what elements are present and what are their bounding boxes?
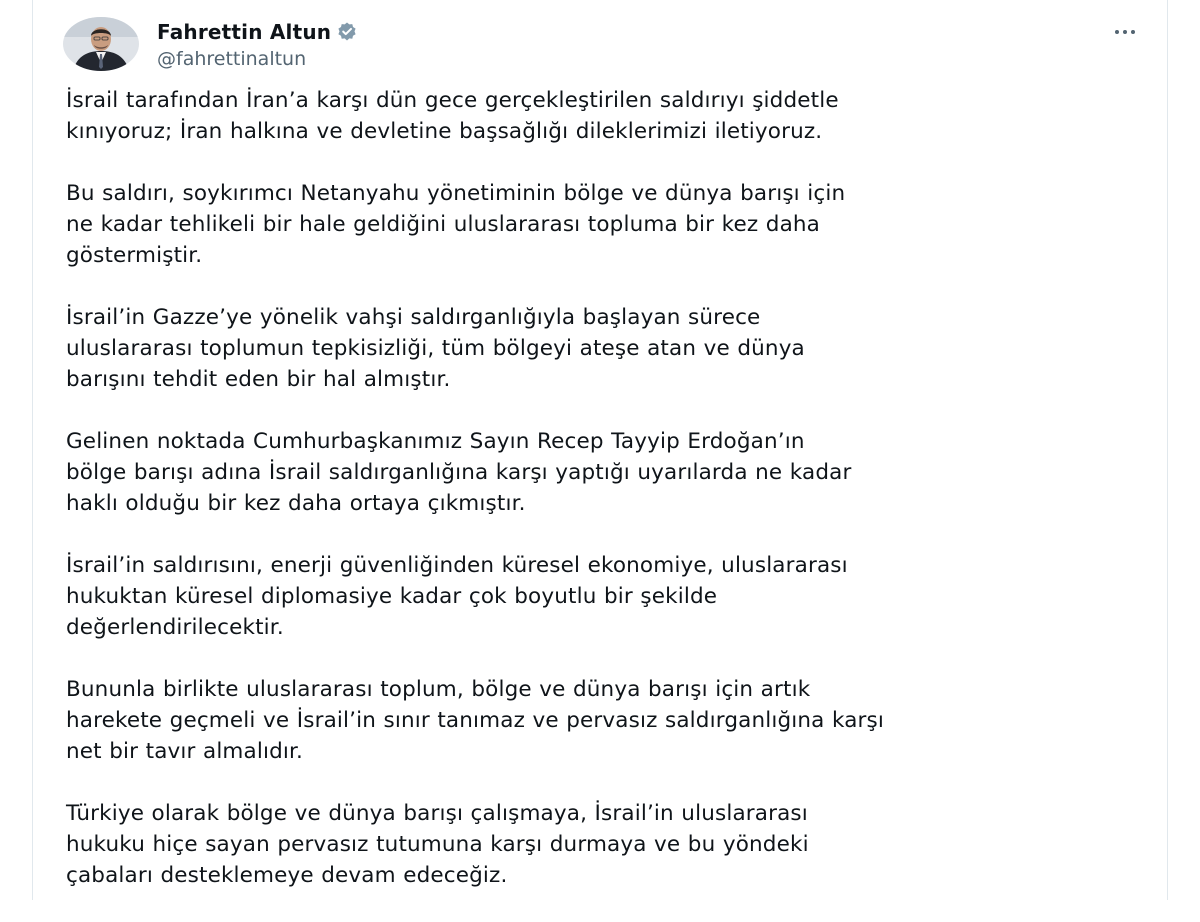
tweet-paragraph (66, 426, 1156, 519)
tweet-paragraph (66, 302, 1156, 395)
tweet-text-line: Gelinen noktada Cumhurbaşkanımız Sayın Recep Tayyip Erdoğan’ın (66, 429, 805, 454)
tweet-text-line: değerlendirilecektir. (66, 615, 284, 640)
tweet-card (32, 0, 1168, 900)
display-name[interactable]: Fahrettin Altun (157, 20, 332, 44)
more-horizontal-icon (1115, 30, 1119, 34)
verified-badge-icon (336, 21, 358, 43)
tweet-text-line: hukuku hiçe sayan pervasız tutumuna karşı durmaya ve bu yöndeki (66, 832, 809, 857)
avatar-image (63, 17, 139, 71)
user-info (157, 18, 358, 70)
tweet-paragraph (66, 674, 1156, 767)
tweet-text-line: harekete geçmeli ve İsrail’in sınır tanımaz ve pervasız saldırganlığına karşı (66, 708, 884, 733)
tweet-paragraph (66, 798, 1156, 891)
tweet-text-line: hukuktan küresel diplomasiye kadar çok boyutlu bir şekilde (66, 584, 718, 609)
tweet-text-line: İsrail tarafından İran’a karşı dün gece gerçekleştirilen saldırıyı şiddetle (66, 88, 839, 113)
tweet-text-line: bölge barışı adına İsrail saldırganlığına karşı yaptığı uyarılarda ne kadar (66, 460, 852, 485)
tweet-paragraph (66, 178, 1156, 271)
tweet-text-line: çabaları desteklemeye devam edeceğiz. (66, 863, 508, 888)
tweet-text-line: Türkiye olarak bölge ve dünya barışı çalışmaya, İsrail’in uluslararası (66, 801, 808, 826)
tweet-paragraph (66, 85, 1156, 147)
more-dot (1123, 30, 1127, 34)
tweet-text-line: haklı olduğu bir kez daha ortaya çıkmıştır. (66, 491, 526, 516)
tweet-text-line: Bu saldırı, soykırımcı Netanyahu yönetiminin bölge ve dünya barışı için (66, 181, 846, 206)
tweet-text-line: göstermiştir. (66, 243, 203, 268)
more-options-button[interactable] (1105, 20, 1145, 44)
tweet-text-line: ne kadar tehlikeli bir hale geldiğini uluslararası topluma bir kez daha (66, 212, 821, 237)
tweet-text-line: Bununla birlikte uluslararası toplum, bölge ve dünya barışı için artık (66, 677, 811, 702)
tweet-header (63, 16, 1147, 76)
tweet-text-line: İsrail’in Gazze’ye yönelik vahşi saldırganlığıyla başlayan sürece (66, 305, 761, 330)
tweet-text-line: İsrail’in saldırısını, enerji güvenliğinden küresel ekonomiye, uluslararası (66, 553, 848, 578)
tweet-text-line: barışını tehdit eden bir hal almıştır. (66, 367, 451, 392)
tweet-text-line: net bir tavır almalıdır. (66, 739, 304, 764)
tweet-text-line: kınıyoruz; İran halkına ve devletine başsağlığı dileklerimizi iletiyoruz. (66, 119, 823, 144)
more-dot (1131, 30, 1135, 34)
avatar[interactable] (63, 17, 139, 71)
tweet-text (66, 85, 1156, 922)
tweet-text-line: uluslararası toplumun tepkisizliği, tüm bölgeyi ateşe atan ve dünya (66, 336, 805, 361)
tweet-paragraph (66, 550, 1156, 643)
display-name-row (157, 18, 358, 46)
user-handle[interactable]: @fahrettinaltun (157, 48, 307, 70)
